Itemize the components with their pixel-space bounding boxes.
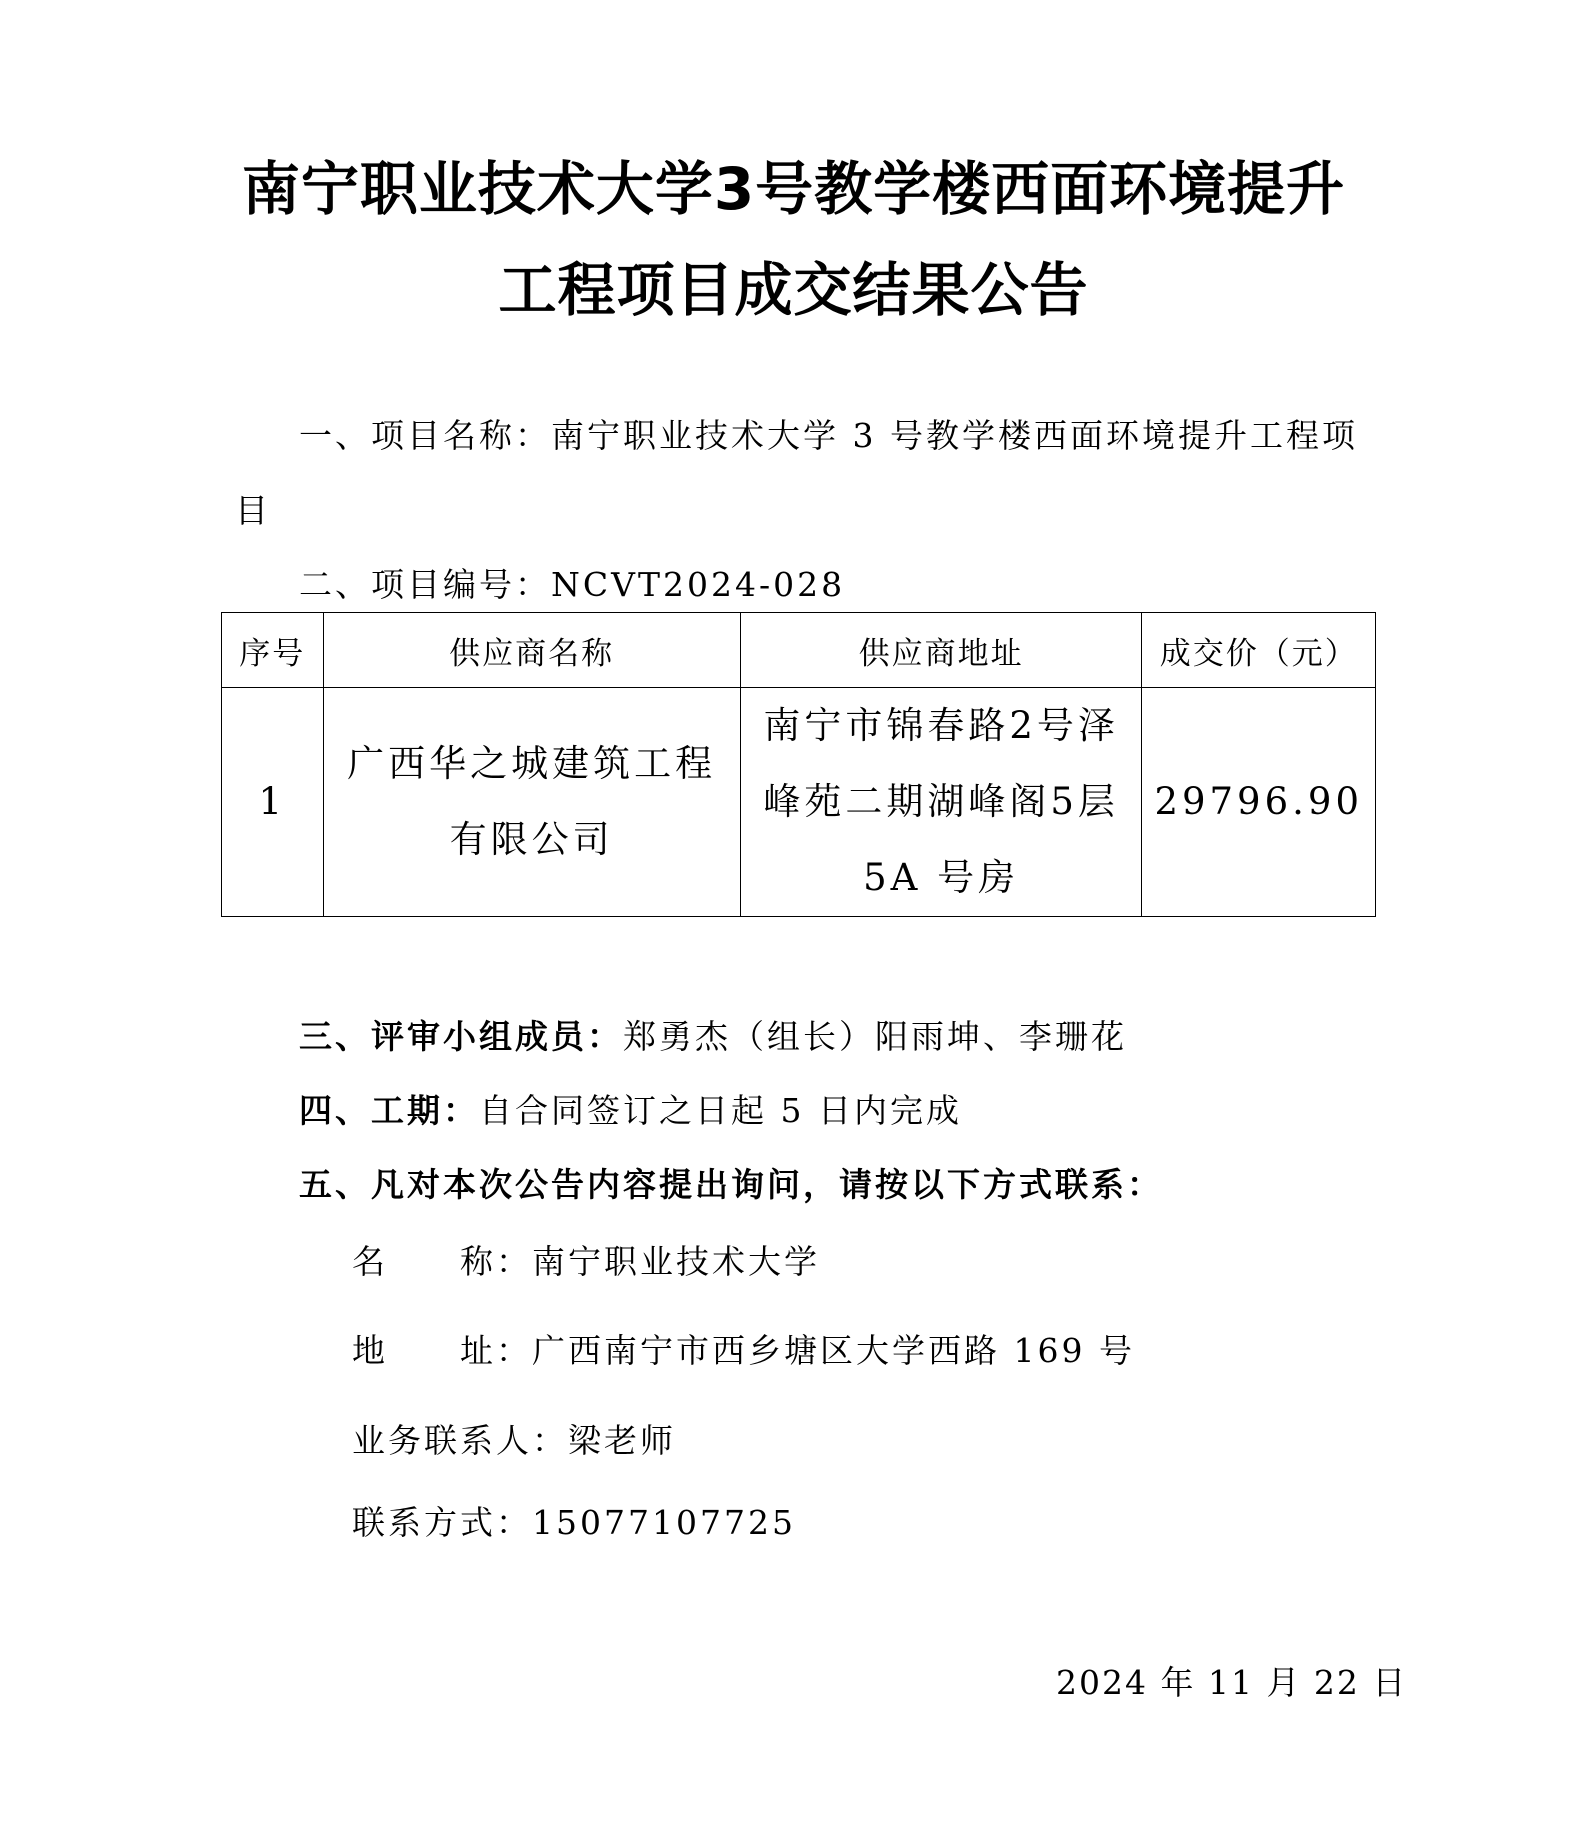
result-table [221,612,1376,917]
review-panel-label: 三、评审小组成员： [299,1017,623,1056]
header-index: 序号 [222,613,324,688]
title-line-2: 工程项目成交结果公告 [498,256,1089,324]
contact-address-label: 地 址： [352,1331,532,1370]
contact-address-line [352,1325,1135,1372]
supplier-address-line-3: 5A 号房 [863,856,1020,899]
contact-phone-label: 联系方式： [352,1503,532,1542]
header-supplier-address: 供应商地址 [740,613,1142,688]
contact-address-value: 广西南宁市西乡塘区大学西路 169 号 [532,1331,1135,1370]
project-number-label: 二、项目编号： [299,565,551,604]
announcement-date: 2024 年 11 月 22 日 [1056,1663,1408,1702]
cell-supplier-name [323,688,740,917]
supplier-address-line-1: 南宁市锦春路2号泽 [763,704,1119,747]
table-row [222,688,1376,917]
project-number-value: NCVT2024-028 [551,565,846,604]
contact-name-value: 南宁职业技术大学 [532,1242,820,1281]
header-price: 成交价（元） [1142,613,1376,688]
title-line-1: 南宁职业技术大学3号教学楼西面环境提升 [241,155,1346,223]
contact-intro: 五、凡对本次公告内容提出询问，请按以下方式联系： [299,1165,1163,1204]
review-panel-line [299,1011,1127,1058]
project-number-line [299,559,845,606]
contact-phone-value: 15077107725 [532,1503,796,1542]
contact-person-label: 业务联系人： [352,1421,568,1460]
table-header-row [222,613,1376,688]
duration-label: 四、工期： [299,1091,479,1130]
contact-phone-line [352,1497,796,1544]
supplier-name-line-2: 有限公司 [449,818,614,861]
cell-price: 29796.90 [1142,688,1376,917]
contact-person-value: 梁老师 [568,1421,676,1460]
project-name-continuation: 目 [235,491,271,530]
project-name-value: 南宁职业技术大学 3 号教学楼西面环境提升工程项 [551,416,1358,455]
cell-supplier-address [740,688,1142,917]
supplier-address-line-2: 峰苑二期湖峰阁5层 [763,780,1119,823]
project-name-label: 一、项目名称： [299,416,551,455]
header-supplier-name: 供应商名称 [323,613,740,688]
duration-line [299,1085,962,1132]
contact-name-line [352,1236,820,1283]
duration-value: 自合同签订之日起 5 日内完成 [479,1091,962,1130]
supplier-name-line-1: 广西华之城建筑工程 [347,742,717,785]
review-panel-value: 郑勇杰（组长）阳雨坤、李珊花 [623,1017,1127,1056]
project-name-line [299,410,1358,457]
cell-index: 1 [222,688,324,917]
contact-person-line [352,1415,676,1462]
contact-name-label: 名 称： [352,1242,532,1281]
